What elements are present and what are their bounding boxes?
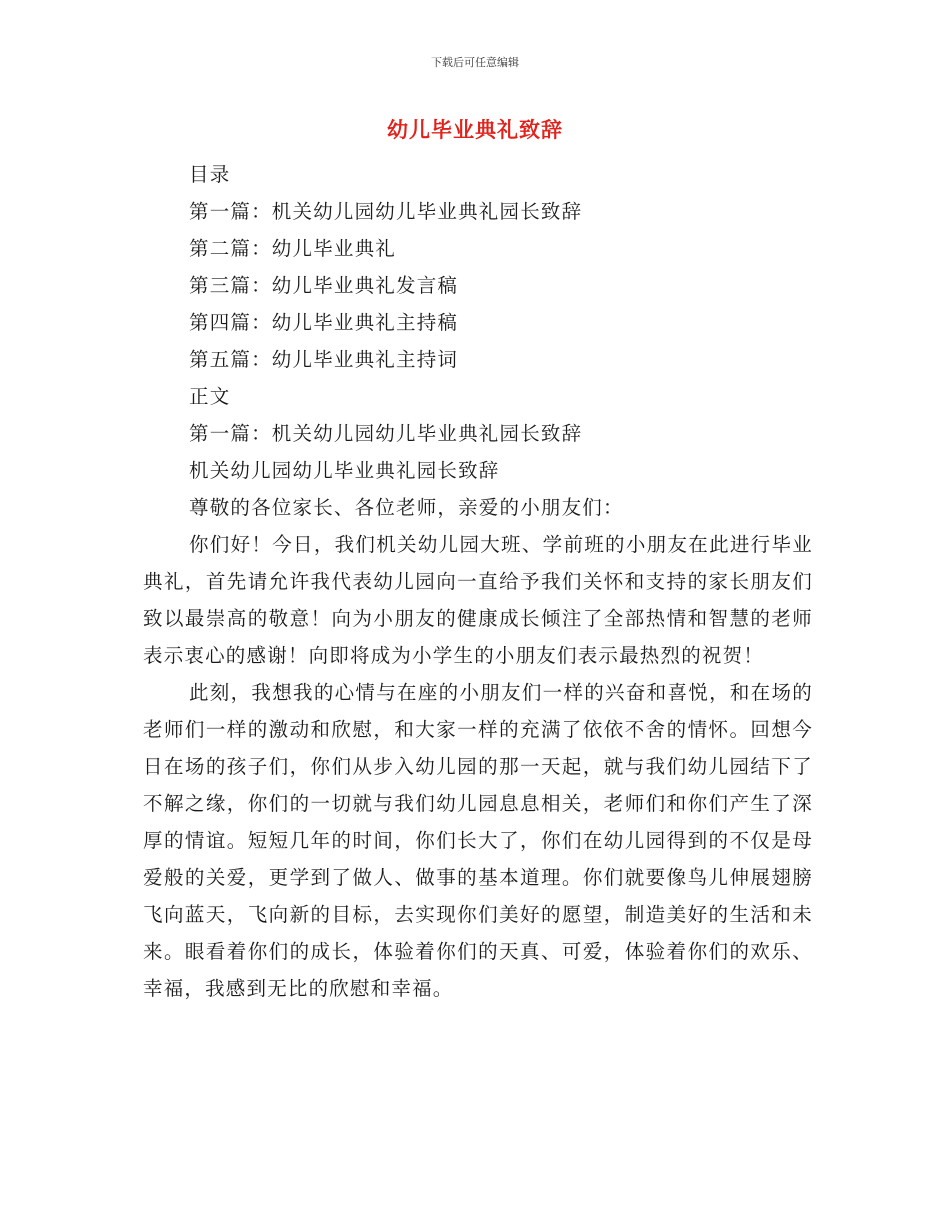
document-title: 幼儿毕业典礼致辞	[387, 117, 563, 142]
body-heading: 正文	[189, 385, 231, 408]
header-note: 下载后可任意编辑	[431, 56, 519, 69]
document-body	[143, 156, 813, 1007]
toc-item: 第五篇：幼儿毕业典礼主持词	[189, 348, 459, 371]
speech-title: 机关幼儿园幼儿毕业典礼园长致辞	[189, 459, 500, 482]
section-title: 第一篇：机关幼儿园幼儿毕业典礼园长致辞	[189, 422, 583, 445]
toc-item: 第三篇：幼儿毕业典礼发言稿	[189, 274, 459, 297]
toc-heading: 目录	[189, 163, 231, 186]
salutation: 尊敬的各位家长、各位老师，亲爱的小朋友们：	[189, 496, 624, 519]
body-paragraph: 你们好！今日，我们机关幼儿园大班、学前班的小朋友在此进行毕业典礼，首先请允许我代表幼儿园向一直给予我们关怀和支持的家长朋友们致以最崇高的敬意！向为小朋友的健康成长倾注了全部热情和智慧的老师表示衷心的感谢！向即将成为小学生的小朋友们表示最热烈的祝贺！	[143, 533, 813, 667]
toc-item: 第四篇：幼儿毕业典礼主持稿	[189, 311, 459, 334]
toc-item: 第一篇：机关幼儿园幼儿毕业典礼园长致辞	[189, 200, 583, 223]
body-paragraph: 此刻，我想我的心情与在座的小朋友们一样的兴奋和喜悦，和在场的老师们一样的激动和欣慰，和大家一样的充满了依依不舍的情怀。回想今日在场的孩子们，你们从步入幼儿园的那一天起，就与我们幼儿园结下了不解之缘，你们的一切就与我们幼儿园息息相关，老师们和你们产生了深厚的情谊。短短几年的时间，你们长大了，你们在幼儿园得到的不仅是母爱般的关爱，更学到了做人、做事的基本道理。你们就要像鸟儿伸展翅膀飞向蓝天，飞向新的目标，去实现你们美好的愿望，制造美好的生活和未来。眼看着你们的成长，体验着你们的天真、可爱，体验着你们的欢乐、幸福，我感到无比的欣慰和幸福。	[143, 681, 813, 1000]
toc-item: 第二篇：幼儿毕业典礼	[189, 237, 397, 260]
